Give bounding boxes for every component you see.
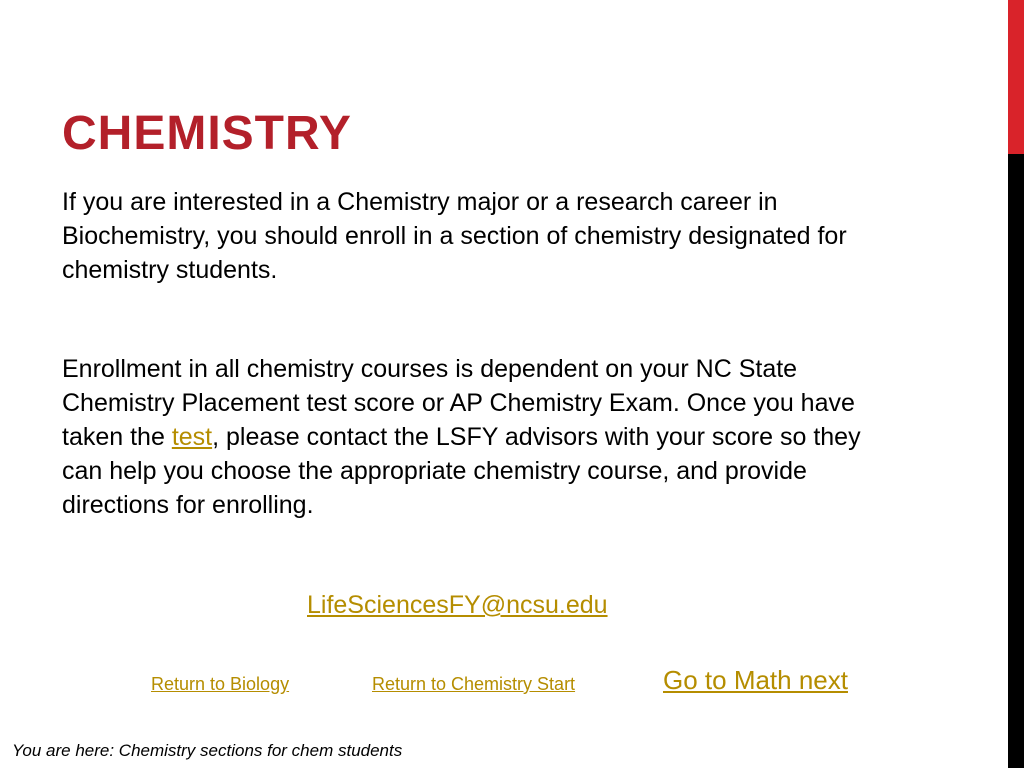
return-to-chemistry-start-link[interactable]: Return to Chemistry Start — [372, 674, 576, 694]
email-link[interactable]: LifeSciencesFY@ncsu.edu — [307, 591, 608, 619]
enrollment-paragraph — [62, 352, 892, 522]
enrollment-text-before: Enrollment in all chemistry courses is dependent on your NC State Chemistry Placement test score or AP Chemistry Exam. Once you have taken the — [62, 355, 855, 451]
intro-paragraph: If you are interested in a Chemistry major or a research career in Biochemistry, you should enroll in a section of chemistry designated for chemistry students. — [62, 188, 847, 284]
return-to-biology-link[interactable]: Return to Biology — [151, 674, 290, 694]
go-to-math-next-link[interactable]: Go to Math next — [663, 665, 848, 695]
breadcrumb-footer: You are here: Chemistry sections for chem students — [12, 741, 403, 760]
accent-bar-red — [1008, 0, 1024, 154]
slide-title: CHEMISTRY — [62, 107, 352, 160]
test-link[interactable]: test — [171, 423, 213, 451]
enrollment-text-after: , please contact the LSFY advisors with your score so they can help you choose the appropriate chemistry course, and provide directions for enrolling. — [62, 423, 861, 519]
accent-bar-black — [1008, 154, 1024, 768]
